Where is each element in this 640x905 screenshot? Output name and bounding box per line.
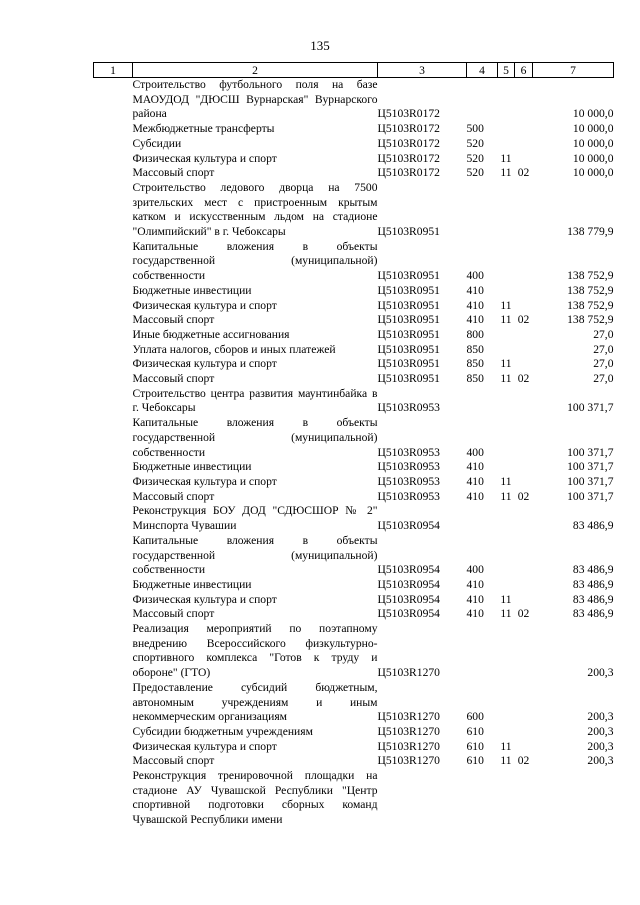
table-row bbox=[94, 754, 614, 769]
budget-table bbox=[93, 62, 614, 828]
cell-vr bbox=[467, 769, 498, 828]
cell-vr: 850 bbox=[466, 372, 484, 386]
cell-pr bbox=[515, 681, 533, 725]
cell-vr: 410 bbox=[466, 474, 484, 488]
cell-rz: 11 bbox=[500, 357, 512, 371]
cell-code: Ц5103R0951 bbox=[377, 327, 440, 341]
cell-pr: 02 bbox=[517, 607, 530, 621]
cell-name: Физическая культура и спорт bbox=[132, 474, 277, 488]
cell-rz bbox=[498, 416, 515, 460]
cell-code: Ц5103R0951 bbox=[377, 225, 440, 239]
cell-empty bbox=[94, 504, 133, 533]
cell-rz bbox=[498, 343, 515, 358]
cell-pr bbox=[515, 622, 533, 681]
cell-sum: 138 752,9 bbox=[567, 313, 614, 327]
cell-rz: 11 bbox=[500, 372, 512, 386]
cell-vr: 410 bbox=[466, 489, 484, 503]
table-row bbox=[94, 137, 614, 152]
cell-empty bbox=[94, 681, 133, 725]
cell-sum: 83 486,9 bbox=[572, 607, 614, 621]
cell-vr: 410 bbox=[466, 460, 484, 474]
cell-rz bbox=[498, 504, 515, 533]
cell-name: Физическая культура и спорт bbox=[132, 151, 277, 165]
cell-empty bbox=[94, 475, 133, 490]
cell-empty bbox=[94, 328, 133, 343]
cell-pr bbox=[515, 387, 533, 416]
cell-rz: 11 bbox=[500, 489, 512, 503]
cell-empty bbox=[94, 78, 133, 123]
cell-vr bbox=[467, 181, 498, 240]
cell-vr: 800 bbox=[466, 327, 484, 341]
cell-name: Массовый спорт bbox=[132, 313, 215, 327]
cell-pr: 02 bbox=[517, 754, 530, 768]
table-row bbox=[94, 313, 614, 328]
cell-empty bbox=[94, 622, 133, 681]
cell-pr bbox=[515, 343, 533, 358]
cell-rz bbox=[498, 122, 515, 137]
cell-empty bbox=[94, 122, 133, 137]
cell-pr bbox=[515, 181, 533, 240]
cell-pr bbox=[515, 137, 533, 152]
table-row bbox=[94, 740, 614, 755]
cell-code: Ц5103R0172 bbox=[377, 136, 440, 150]
table-row bbox=[94, 593, 614, 608]
cell-empty bbox=[94, 357, 133, 372]
cell-sum: 10 000,0 bbox=[572, 151, 614, 165]
table-row bbox=[94, 475, 614, 490]
table-row bbox=[94, 534, 614, 578]
cell-name: Межбюджетные трансферты bbox=[132, 122, 275, 136]
cell-vr: 500 bbox=[466, 122, 484, 136]
table-row bbox=[94, 416, 614, 460]
table-row bbox=[94, 328, 614, 343]
cell-vr bbox=[467, 504, 498, 533]
cell-name: Бюджетные инвестиции bbox=[132, 460, 252, 474]
cell-rz bbox=[498, 725, 515, 740]
cell-pr bbox=[515, 534, 533, 578]
cell-sum: 83 486,9 bbox=[572, 592, 614, 606]
header-col-4: 4 bbox=[467, 63, 498, 78]
table-row bbox=[94, 607, 614, 622]
cell-rz: 11 bbox=[500, 298, 512, 312]
cell-vr: 400 bbox=[466, 563, 484, 577]
cell-name: Физическая культура и спорт bbox=[132, 739, 277, 753]
cell-sum: 100 371,7 bbox=[567, 401, 614, 415]
cell-pr bbox=[515, 284, 533, 299]
table-row bbox=[94, 299, 614, 314]
cell-rz: 11 bbox=[500, 313, 512, 327]
table-row bbox=[94, 387, 614, 416]
cell-sum: 200,3 bbox=[587, 710, 614, 724]
cell-rz bbox=[498, 578, 515, 593]
table-row bbox=[94, 460, 614, 475]
cell-pr bbox=[515, 328, 533, 343]
table-row bbox=[94, 504, 614, 533]
cell-name: Уплата налогов, сборов и иных платежей bbox=[132, 342, 336, 356]
table-row bbox=[94, 152, 614, 167]
cell-vr: 520 bbox=[466, 151, 484, 165]
cell-vr bbox=[467, 622, 498, 681]
cell-pr: 02 bbox=[517, 372, 530, 386]
cell-rz bbox=[498, 181, 515, 240]
cell-empty bbox=[94, 313, 133, 328]
cell-empty bbox=[94, 754, 133, 769]
cell-pr bbox=[515, 240, 533, 284]
cell-pr bbox=[515, 357, 533, 372]
cell-vr: 600 bbox=[466, 710, 484, 724]
cell-vr: 610 bbox=[466, 724, 484, 738]
cell-code: Ц5103R0951 bbox=[377, 372, 440, 386]
cell-name: Массовый спорт bbox=[132, 166, 215, 180]
table-row bbox=[94, 769, 614, 828]
cell-pr bbox=[515, 740, 533, 755]
cell-sum: 83 486,9 bbox=[572, 519, 614, 533]
cell-code: Ц5103R0951 bbox=[377, 342, 440, 356]
cell-code: Ц5103R0954 bbox=[377, 563, 440, 577]
cell-pr bbox=[515, 769, 533, 828]
cell-code: Ц5103R1270 bbox=[377, 754, 440, 768]
cell-rz bbox=[498, 284, 515, 299]
cell-rz bbox=[498, 328, 515, 343]
cell-name: Бюджетные инвестиции bbox=[132, 283, 252, 297]
cell-code: Ц5103R0953 bbox=[377, 474, 440, 488]
cell-empty bbox=[94, 578, 133, 593]
cell-name: Иные бюджетные ассигнования bbox=[132, 327, 290, 341]
cell-rz: 11 bbox=[500, 474, 512, 488]
cell-name: Строительство центра развития маунтинбайка в г. Чебоксары bbox=[132, 386, 378, 415]
cell-vr: 410 bbox=[466, 283, 484, 297]
cell-pr bbox=[515, 593, 533, 608]
cell-rz bbox=[498, 240, 515, 284]
cell-code: Ц5103R1270 bbox=[377, 739, 440, 753]
cell-name: Физическая культура и спорт bbox=[132, 298, 277, 312]
cell-empty bbox=[94, 416, 133, 460]
table-row bbox=[94, 578, 614, 593]
cell-sum: 27,0 bbox=[593, 372, 614, 386]
cell-code: Ц5103R0951 bbox=[377, 269, 440, 283]
cell-sum: 10 000,0 bbox=[572, 122, 614, 136]
cell-name: Массовый спорт bbox=[132, 489, 215, 503]
cell-pr: 02 bbox=[517, 489, 530, 503]
cell-code: Ц5103R0172 bbox=[377, 151, 440, 165]
cell-pr bbox=[515, 725, 533, 740]
cell-empty bbox=[94, 137, 133, 152]
table-row bbox=[94, 284, 614, 299]
cell-name: Капитальные вложения в объекты государственной (муниципальной) собственности bbox=[132, 416, 378, 459]
cell-empty bbox=[94, 343, 133, 358]
table-row bbox=[94, 122, 614, 137]
cell-code: Ц5103R0951 bbox=[377, 298, 440, 312]
cell-empty bbox=[94, 181, 133, 240]
cell-sum: 138 752,9 bbox=[567, 269, 614, 283]
cell-sum: 100 371,7 bbox=[567, 474, 614, 488]
cell-code: Ц5103R0951 bbox=[377, 357, 440, 371]
cell-pr bbox=[515, 152, 533, 167]
cell-rz bbox=[498, 78, 515, 123]
table-row bbox=[94, 372, 614, 387]
cell-pr: 02 bbox=[517, 313, 530, 327]
cell-code: Ц5103R0953 bbox=[377, 460, 440, 474]
cell-name: Физическая культура и спорт bbox=[132, 592, 277, 606]
header-col-7: 7 bbox=[533, 63, 614, 78]
cell-code: Ц5103R0954 bbox=[377, 577, 440, 591]
cell-rz bbox=[498, 387, 515, 416]
cell-pr bbox=[515, 416, 533, 460]
cell-name: Физическая культура и спорт bbox=[132, 357, 277, 371]
cell-code: Ц5103R0953 bbox=[377, 489, 440, 503]
cell-name: Массовый спорт bbox=[132, 754, 215, 768]
cell-rz bbox=[498, 622, 515, 681]
table-row bbox=[94, 681, 614, 725]
cell-empty bbox=[94, 740, 133, 755]
cell-vr: 400 bbox=[466, 445, 484, 459]
cell-code: Ц5103R1270 bbox=[377, 724, 440, 738]
cell-rz bbox=[498, 460, 515, 475]
cell-empty bbox=[94, 593, 133, 608]
cell-name: Субсидии бюджетным учреждениям bbox=[132, 724, 313, 738]
cell-sum: 27,0 bbox=[593, 342, 614, 356]
cell-rz: 11 bbox=[500, 754, 512, 768]
header-col-2: 2 bbox=[133, 63, 378, 78]
cell-vr: 410 bbox=[466, 313, 484, 327]
cell-vr: 520 bbox=[466, 166, 484, 180]
header-col-3: 3 bbox=[378, 63, 467, 78]
cell-pr bbox=[515, 460, 533, 475]
page-number: 135 bbox=[310, 38, 330, 53]
cell-code: Ц5103R0172 bbox=[377, 166, 440, 180]
cell-rz: 11 bbox=[500, 592, 512, 606]
cell-rz: 11 bbox=[500, 166, 512, 180]
cell-sum: 27,0 bbox=[593, 357, 614, 371]
cell-sum: 10 000,0 bbox=[572, 107, 614, 121]
cell-empty bbox=[94, 534, 133, 578]
cell-sum: 138 752,9 bbox=[567, 298, 614, 312]
cell-name: Предоставление субсидий бюджетным, автономным учреждениям и иным некоммерческим организациям bbox=[132, 680, 378, 724]
cell-sum: 27,0 bbox=[593, 327, 614, 341]
table-body bbox=[94, 78, 614, 828]
cell-sum: 83 486,9 bbox=[572, 563, 614, 577]
cell-code: Ц5103R1270 bbox=[377, 710, 440, 724]
cell-name: Реконструкция тренировочной площадки на стадионе АУ Чувашской Республики "Центр спортивной подготовки сборных команд Чувашской Республики имени bbox=[132, 769, 378, 827]
cell-vr: 410 bbox=[466, 577, 484, 591]
cell-empty bbox=[94, 299, 133, 314]
cell-pr bbox=[515, 504, 533, 533]
cell-vr: 520 bbox=[466, 136, 484, 150]
cell-sum bbox=[533, 769, 614, 828]
cell-vr: 400 bbox=[466, 269, 484, 283]
cell-code bbox=[378, 769, 467, 828]
cell-vr bbox=[467, 387, 498, 416]
cell-code: Ц5103R0954 bbox=[377, 607, 440, 621]
table-row bbox=[94, 725, 614, 740]
cell-pr: 02 bbox=[517, 166, 530, 180]
cell-sum: 100 371,7 bbox=[567, 489, 614, 503]
cell-sum: 10 000,0 bbox=[572, 166, 614, 180]
header-col-5: 5 bbox=[498, 63, 515, 78]
cell-vr: 410 bbox=[466, 607, 484, 621]
cell-vr: 850 bbox=[466, 357, 484, 371]
cell-empty bbox=[94, 460, 133, 475]
cell-sum: 138 752,9 bbox=[567, 283, 614, 297]
cell-pr bbox=[515, 578, 533, 593]
cell-vr: 850 bbox=[466, 342, 484, 356]
cell-empty bbox=[94, 284, 133, 299]
cell-empty bbox=[94, 490, 133, 505]
cell-code: Ц5103R0951 bbox=[377, 313, 440, 327]
cell-code: Ц5103R0954 bbox=[377, 592, 440, 606]
cell-rz: 11 bbox=[500, 151, 512, 165]
cell-name: Реконструкция БОУ ДОД "СДЮСШОР № 2" Минспорта Чувашии bbox=[132, 504, 378, 533]
cell-empty bbox=[94, 166, 133, 181]
cell-code: Ц5103R0172 bbox=[377, 107, 440, 121]
cell-name: Субсидии bbox=[132, 136, 182, 150]
cell-pr bbox=[515, 475, 533, 490]
cell-name: Реализация мероприятий по поэтапному внедрению Всероссийского физкультурно-спортивного комплекса "Готов к труду и обороне" (ГТО) bbox=[132, 622, 378, 680]
cell-empty bbox=[94, 152, 133, 167]
cell-empty bbox=[94, 769, 133, 828]
cell-code: Ц5103R0953 bbox=[377, 401, 440, 415]
table-row bbox=[94, 490, 614, 505]
cell-code: Ц5103R0951 bbox=[377, 283, 440, 297]
cell-name: Строительство футбольного поля на базе МАОУДОД "ДЮСШ Вурнарская" Вурнарского района bbox=[132, 78, 378, 121]
cell-name: Капитальные вложения в объекты государственной (муниципальной) собственности bbox=[132, 533, 378, 577]
table-row bbox=[94, 343, 614, 358]
cell-vr: 410 bbox=[466, 592, 484, 606]
cell-code: Ц5103R0954 bbox=[377, 519, 440, 533]
table-header-row bbox=[94, 63, 614, 78]
cell-rz: 11 bbox=[500, 739, 512, 753]
cell-name: Массовый спорт bbox=[132, 372, 215, 386]
cell-vr: 610 bbox=[466, 754, 484, 768]
cell-sum: 100 371,7 bbox=[567, 460, 614, 474]
cell-empty bbox=[94, 372, 133, 387]
cell-rz bbox=[498, 534, 515, 578]
cell-name: Капитальные вложения в объекты государственной (муниципальной) собственности bbox=[132, 239, 378, 283]
cell-vr: 610 bbox=[466, 739, 484, 753]
cell-sum: 138 779,9 bbox=[567, 225, 614, 239]
cell-sum: 10 000,0 bbox=[572, 136, 614, 150]
table-row bbox=[94, 166, 614, 181]
cell-pr bbox=[515, 299, 533, 314]
table-row bbox=[94, 357, 614, 372]
cell-code: Ц5103R0172 bbox=[377, 122, 440, 136]
cell-name: Бюджетные инвестиции bbox=[132, 577, 252, 591]
table-row bbox=[94, 181, 614, 240]
cell-empty bbox=[94, 387, 133, 416]
cell-sum: 83 486,9 bbox=[572, 577, 614, 591]
cell-empty bbox=[94, 240, 133, 284]
header-col-1: 1 bbox=[94, 63, 133, 78]
cell-pr bbox=[515, 78, 533, 123]
header-col-6: 6 bbox=[515, 63, 533, 78]
cell-sum: 200,3 bbox=[587, 666, 614, 680]
cell-name: Строительство ледового дворца на 7500 зрительских мест с пристроенным крытым катком и искусственным льдом на стадионе "Олимпийский" в г. Чебоксары bbox=[132, 180, 378, 239]
cell-sum: 100 371,7 bbox=[567, 445, 614, 459]
cell-name: Массовый спорт bbox=[132, 607, 215, 621]
cell-sum: 200,3 bbox=[587, 739, 614, 753]
cell-vr: 410 bbox=[466, 298, 484, 312]
cell-pr bbox=[515, 122, 533, 137]
table-row bbox=[94, 240, 614, 284]
cell-empty bbox=[94, 725, 133, 740]
cell-rz bbox=[498, 769, 515, 828]
cell-empty bbox=[94, 607, 133, 622]
cell-sum: 200,3 bbox=[587, 724, 614, 738]
cell-rz: 11 bbox=[500, 607, 512, 621]
table-row bbox=[94, 622, 614, 681]
table-row bbox=[94, 78, 614, 123]
cell-code: Ц5103R0953 bbox=[377, 445, 440, 459]
cell-rz bbox=[498, 137, 515, 152]
cell-code: Ц5103R1270 bbox=[377, 666, 440, 680]
cell-vr bbox=[467, 78, 498, 123]
cell-sum: 200,3 bbox=[587, 754, 614, 768]
cell-rz bbox=[498, 681, 515, 725]
